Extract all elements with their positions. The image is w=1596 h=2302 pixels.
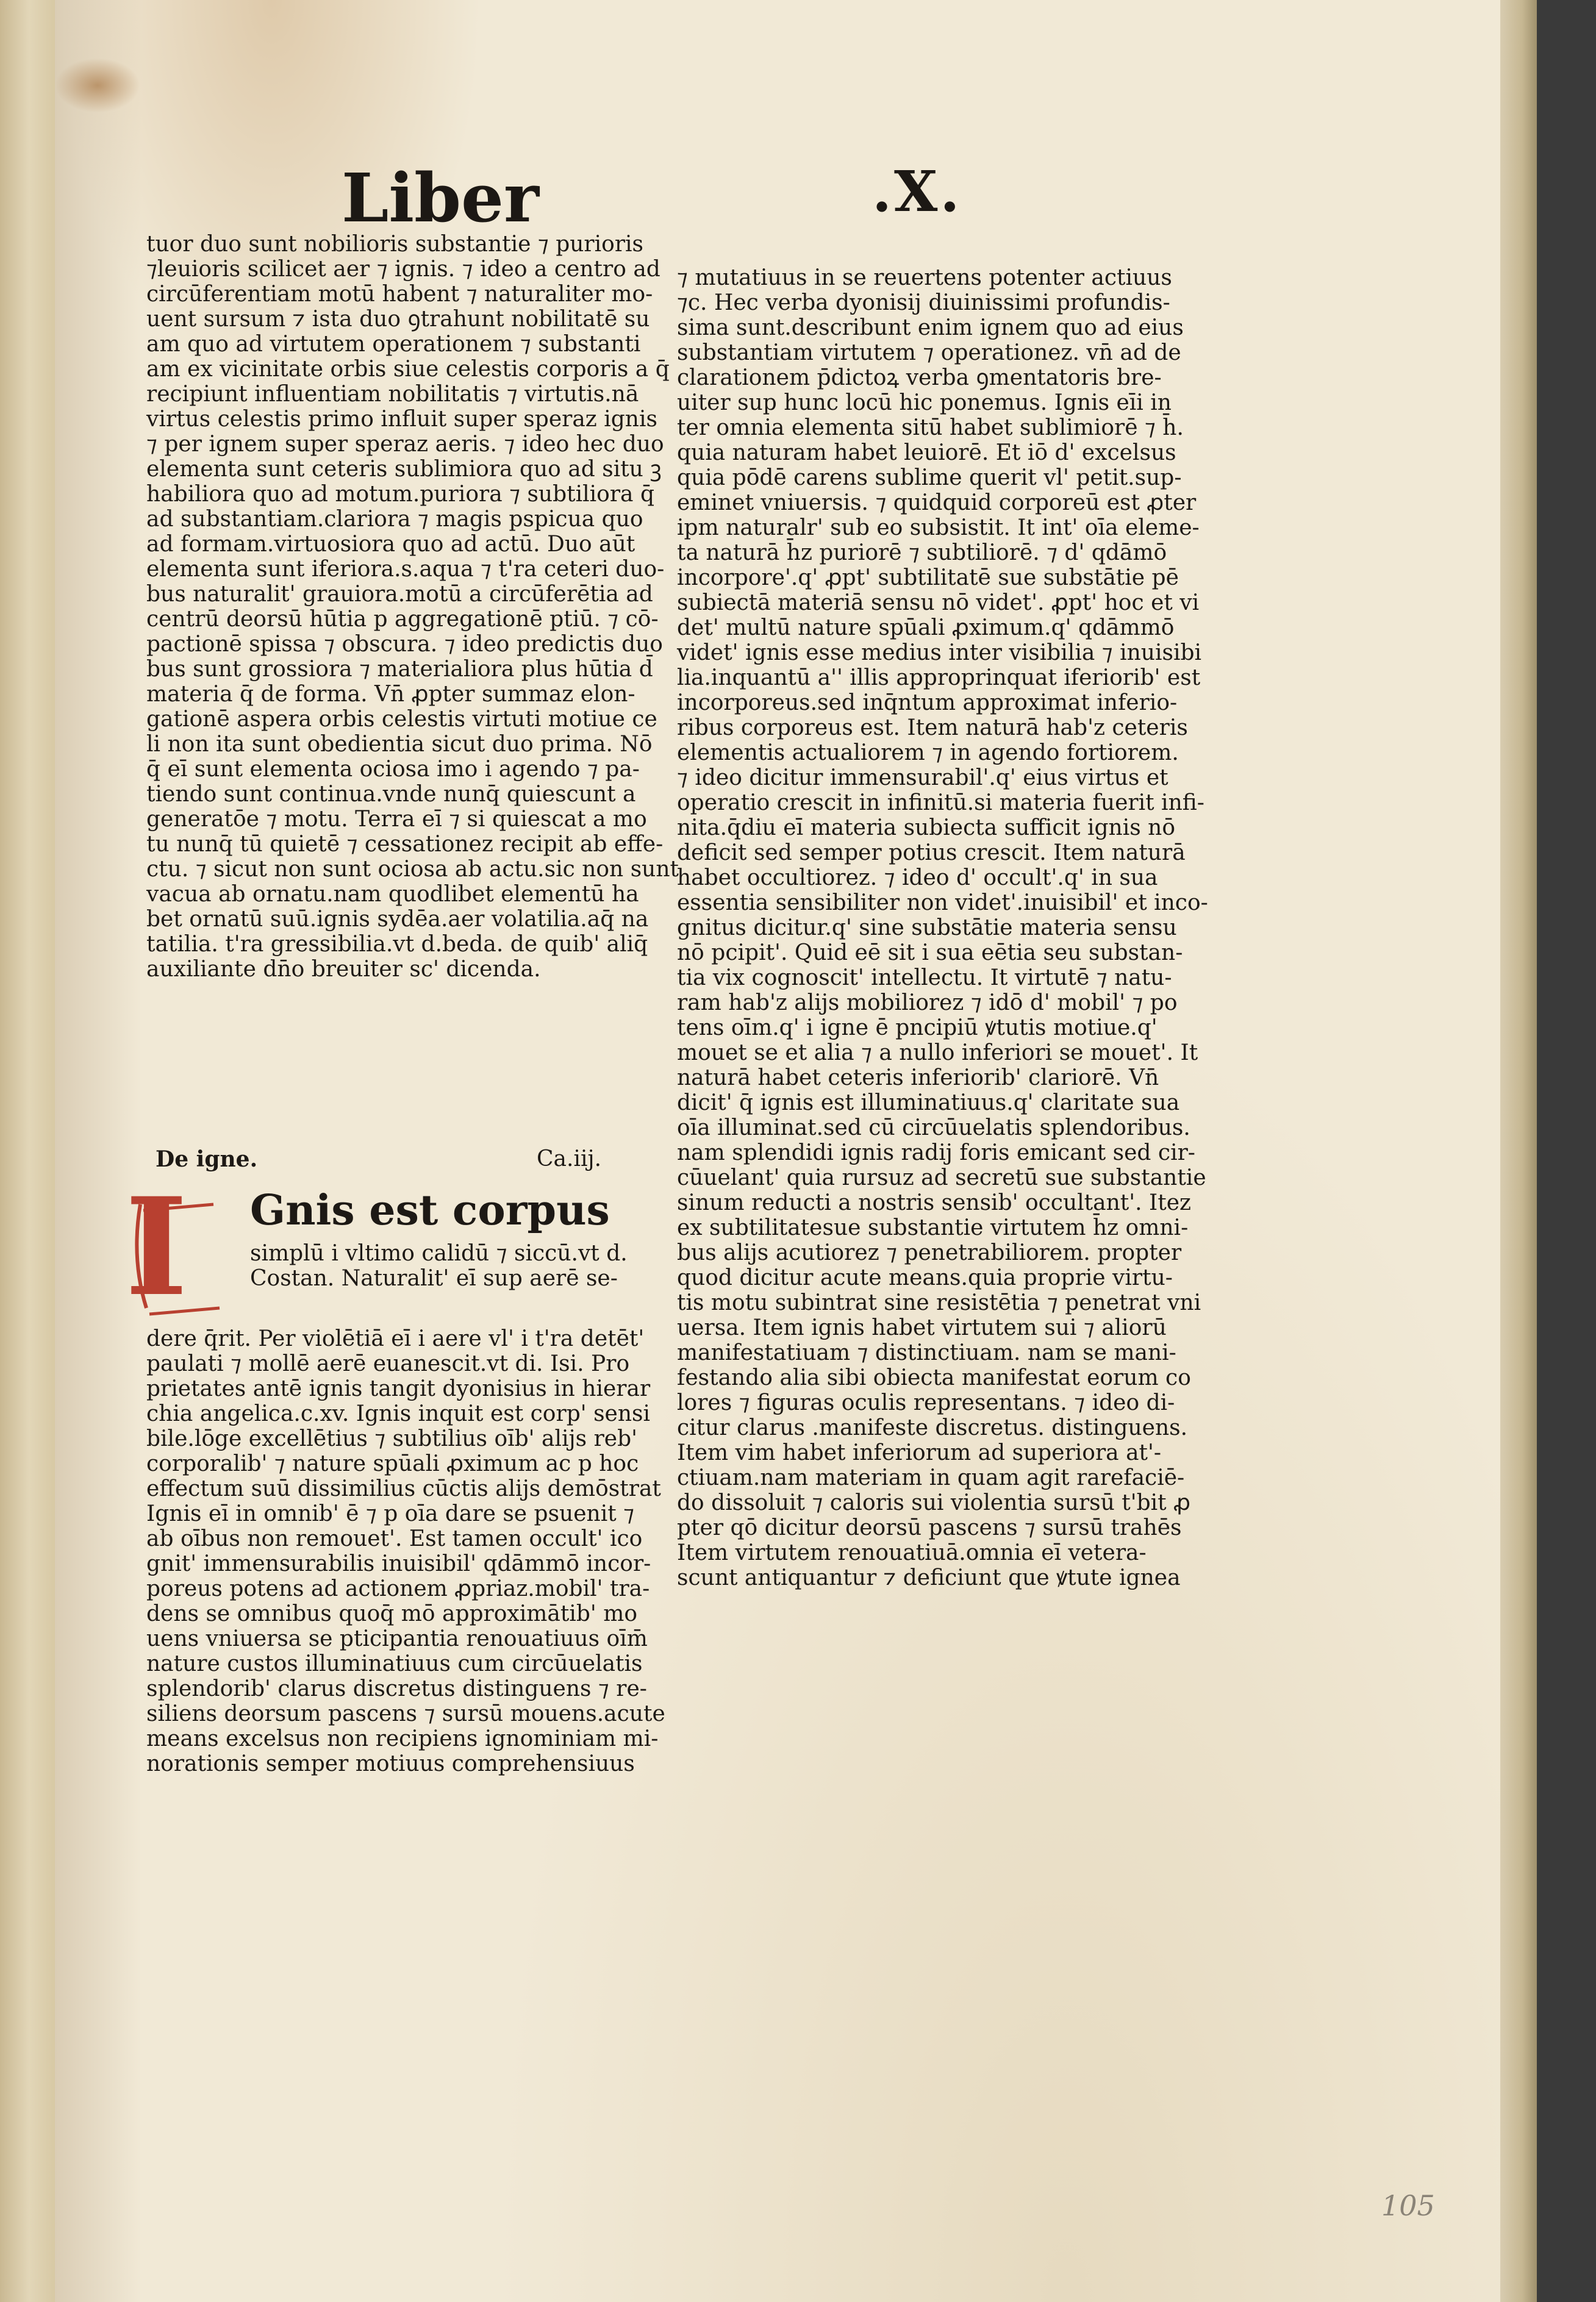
text-line: ribus corporeus est. Item naturā hab'z ceteris (677, 715, 1188, 740)
text-line: mouet se et alia ⁊ a nullo inferiori se mouet'. It (677, 1040, 1198, 1065)
text-line: oīa illuminat.sed cū circūuelatis splendoribus. (677, 1115, 1190, 1140)
text-line: ram hab'z alijs mobiliorez ⁊ idō d' mobil' ⁊ po (677, 990, 1178, 1015)
text-line: am ex vicinitate orbis siue celestis corporis a q̄ (146, 357, 670, 382)
text-line: Costan. Naturalit' eī sup aerē se- (250, 1266, 618, 1291)
text-line: recipiunt influentiam nobilitatis ⁊ virtutis.nā (146, 382, 639, 407)
previous-page-edge (0, 0, 58, 2302)
text-line: vacua ab ornatu.nam quodlibet elementū ha (146, 882, 639, 907)
text-line: ex subtilitatesue substantie virtutem h̄z omni- (677, 1215, 1189, 1240)
text-line: elementa sunt ceteris sublimiora quo ad situ ꝫ (146, 457, 662, 482)
decorated-initial: I (125, 1168, 188, 1326)
text-line: nature custos illuminatiuus cum circūuelatis (146, 1651, 643, 1676)
text-line: uent sursum ⁊ ista duo ꝯtrahunt nobilitatē su (146, 307, 650, 332)
text-line: nō pcipit'. Quid eē sit i sua eētia seu substan- (677, 940, 1183, 965)
text-line: dere q̄rit. Per violētiā eī i aere vl' i t'ra detēt' (146, 1326, 645, 1351)
text-line: bus sunt grossiora ⁊ materialiora plus hūtia d̄ (146, 657, 653, 682)
text-line: Item vim habet inferiorum ad superiora at'- (677, 1440, 1162, 1465)
text-line: lia.inquantū a'' illis approprinquat iferiorib' est (677, 665, 1201, 690)
text-line: dens se omnibus quoq̄ mō approximātib' mo (146, 1601, 638, 1626)
text-line: nita.q̄diu eī materia subiecta sufficit ignis nō (677, 815, 1175, 840)
text-line: gnitus dicitur.q' sine substātie materia sensu (677, 915, 1177, 940)
text-line: ⁊c. Hec verba dyonisij diuinissimi profundis- (677, 290, 1170, 315)
text-line: ta naturā h̄z puriorē ⁊ subtiliorē. ⁊ d' qdāmō (677, 540, 1167, 565)
text-line: tu nunq̄ tū quietē ⁊ cessationez recipit ab effe- (146, 832, 664, 857)
text-line: ctiuam.nam materiam in quam agit rarefaciē- (677, 1465, 1185, 1490)
text-line: centrū deorsū hūtia p aggregationē ptiū. ⁊ cō- (146, 607, 659, 632)
text-line: habet occultiorez. ⁊ ideo d' occult'.q' in sua (677, 865, 1158, 890)
text-line: uiter sup hunc locū hic ponemus. Ignis eīi in (677, 390, 1172, 415)
text-line: pter qō dicitur deorsū pascens ⁊ sursū trahēs (677, 1515, 1182, 1540)
text-line: cūuelant' quia rursuz ad secretū sue substantie (677, 1165, 1206, 1190)
text-line: tens oīm.q' i igne ē pncipiū ꝟtutis motiue.q' (677, 1015, 1158, 1040)
text-line: circūferentiam motū habent ⁊ naturaliter mo- (146, 282, 653, 307)
text-line: nam splendidi ignis radij foris emicant sed cir- (677, 1140, 1195, 1165)
left-column-continued (146, 1326, 665, 1776)
text-line: ⁊leuioris scilicet aer ⁊ ignis. ⁊ ideo a centro ad (146, 257, 660, 282)
text-line: incorporeus.sed inq̄ntum approximat inferio- (677, 690, 1178, 715)
text-line: videt' ignis esse medius inter visibilia ⁊ inuisibi (677, 640, 1202, 665)
text-line: ipm naturalr' sub eo subsistit. It int' oīa eleme- (677, 515, 1200, 540)
text-line: incorpore'.q' ꝓpt' subtilitatē sue substātie pē (677, 565, 1179, 590)
text-line: generatōe ⁊ motu. Terra eī ⁊ si quiescat a mo (146, 807, 647, 832)
text-line: substantiam virtutem ⁊ operationez. vn̄ ad de (677, 340, 1181, 365)
text-line: essentia sensibiliter non videt'.inuisibil' et inco- (677, 890, 1208, 915)
text-line: effectum suū dissimilius cūctis alijs demōstrat (146, 1476, 661, 1501)
text-line: clarationem p̄dictoꝝ verba ꝯmentatoris bre- (677, 365, 1162, 390)
text-line: tiendo sunt continua.vnde nunq̄ quiescunt a (146, 782, 636, 807)
chapter-title: De igne. (156, 1146, 258, 1172)
text-line: auxiliante dn̄o breuiter sc' dicenda. (146, 957, 541, 982)
text-line: simplū i vltimo calidū ⁊ siccū.vt d. (250, 1241, 628, 1266)
running-head-left: Liber (342, 159, 539, 237)
text-line: uens vniuersa se pticipantia renouatiuus oīm̄ (146, 1626, 648, 1651)
text-line: prietates antē ignis tangit dyonisius in hierar (146, 1376, 651, 1401)
text-line: ⁊ ideo dicitur immensurabil'.q' eius virtus et (677, 765, 1168, 790)
text-line: naturā habet ceteris inferiorib' clariorē. Vn̄ (677, 1065, 1159, 1090)
text-line: lores ⁊ figuras oculis representans. ⁊ ideo di- (677, 1390, 1175, 1415)
text-line: elementis actualiorem ⁊ in agendo fortiorem. (677, 740, 1179, 765)
text-line: corporalib' ⁊ nature spūali ꝓximum ac p hoc (146, 1451, 639, 1476)
text-line: bet ornatū suū.ignis sydēa.aer volatilia.aq̄ na (146, 907, 649, 932)
text-line: ctu. ⁊ sicut non sunt ociosa ab actu.sic non sunt (146, 857, 679, 882)
text-line: dicit' q̄ ignis est illuminatiuus.q' claritate sua (677, 1090, 1180, 1115)
text-line: quia naturam habet leuiorē. Et iō d' excelsus (677, 440, 1176, 465)
text-line: ad formam.virtuosiora quo ad actū. Duo aūt (146, 532, 635, 557)
running-head-right: .X. (872, 159, 962, 224)
text-line: uersa. Item ignis habet virtutem sui ⁊ aliorū (677, 1315, 1167, 1340)
folio-number: 105 (1381, 2189, 1435, 2222)
text-line: subiectā materiā sensu nō videt'. ꝓpt' hoc et vi (677, 590, 1200, 615)
text-line: gationē aspera orbis celestis virtuti motiue ce (146, 707, 657, 732)
text-line: ⁊ per ignem super speraz aeris. ⁊ ideo hec duo (146, 432, 664, 457)
text-line: bile.lōge excellētius ⁊ subtilius oīb' alijs reb' (146, 1426, 638, 1451)
text-line: habiliora quo ad motum.puriora ⁊ subtiliora q̄ (146, 482, 654, 507)
text-line: eminet vniuersis. ⁊ quidquid corporeū est ꝓter (677, 490, 1197, 515)
text-line: sinum reducti a nostris sensib' occultant'. Itez (677, 1190, 1191, 1215)
text-line: means excelsus non recipiens ignominiam mi- (146, 1726, 659, 1751)
text-line: am quo ad virtutem operationem ⁊ substanti (146, 332, 641, 357)
text-line: ad substantiam.clariora ⁊ magis pspicua quo (146, 507, 643, 532)
text-line: festando alia sibi obiecta manifestat eorum co (677, 1365, 1191, 1390)
text-line: chia angelica.c.xv. Ignis inquit est corp' sensi (146, 1401, 651, 1426)
incipit-heading: Gnis est corpus (250, 1186, 610, 1235)
text-line: Ignis eī in omnib' ē ⁊ p oīa dare se psuenit ⁊ (146, 1501, 635, 1526)
text-line: det' multū nature spūali ꝓximum.q' qdāmmō (677, 615, 1175, 640)
text-line: bus alijs acutiorez ⁊ penetrabiliorem. propter (677, 1240, 1182, 1265)
text-line: operatio crescit in infinitū.si materia fuerit infi- (677, 790, 1204, 815)
text-line: tis motu subintrat sine resistētia ⁊ penetrat vni (677, 1290, 1201, 1315)
text-line: quia pōdē carens sublime querit vl' petit.sup- (677, 465, 1182, 490)
text-line: tuor duo sunt nobilioris substantie ⁊ purioris (146, 232, 644, 257)
text-line: Item virtutem renouatiuā.omnia eī vetera- (677, 1540, 1147, 1565)
text-line: siliens deorsum pascens ⁊ sursū mouens.acute (146, 1701, 665, 1726)
text-line: q̄ eī sunt elementa ociosa imo i agendo ⁊ pa- (146, 757, 640, 782)
text-line: manifestatiuam ⁊ distinctiuam. nam se mani- (677, 1340, 1176, 1365)
left-column (146, 232, 679, 982)
text-line: citur clarus .manifeste discretus. distinguens. (677, 1415, 1188, 1440)
chapter-number: Ca.iij. (537, 1146, 602, 1171)
text-line: do dissoluit ⁊ caloris sui violentia sursū t'bit ꝓ (677, 1490, 1190, 1515)
text-line: materia q̄ de forma. Vn̄ ꝓpter summaz elon- (146, 682, 635, 707)
text-line: ⁊ mutatiuus in se reuertens potenter actiuus (677, 265, 1172, 290)
text-line: paulati ⁊ mollē aerē euanescit.vt di. Isi. Pro (146, 1351, 630, 1376)
paper-stain (55, 58, 140, 113)
text-line: ter omnia elementa sitū habet sublimiorē ⁊ h̄. (677, 415, 1184, 440)
text-line: pactionē spissa ⁊ obscura. ⁊ ideo predictis duo (146, 632, 663, 657)
text-line: tatilia. t'ra gressibilia.vt d.beda. de quib' aliq̄ (146, 932, 648, 957)
text-line: li non ita sunt obedientia sicut duo prima. Nō (146, 732, 653, 757)
text-line: poreus potens ad actionem ꝓpriaz.mobil' tra- (146, 1576, 650, 1601)
page-edge-right (1500, 0, 1537, 2302)
text-line: elementa sunt iferiora.s.aqua ⁊ t'ra ceteri duo- (146, 557, 665, 582)
text-line: norationis semper motiuus comprehensiuus (146, 1751, 635, 1776)
text-line: quod dicitur acute means.quia proprie virtu- (677, 1265, 1173, 1290)
text-line: ab oībus non remouet'. Est tamen occult' ico (146, 1526, 643, 1551)
text-line: virtus celestis primo influit super speraz ignis (146, 407, 657, 432)
text-line: tia vix cognoscit' intellectu. It virtutē ⁊ natu- (677, 965, 1172, 990)
chapter-heading (156, 1146, 643, 1172)
text-line: sima sunt.describunt enim ignem quo ad eius (677, 315, 1184, 340)
text-line: splendorib' clarus discretus distinguens ⁊ re- (146, 1676, 647, 1701)
right-column (677, 265, 1208, 1590)
incipit-lines (250, 1241, 640, 1291)
text-line: scunt antiquantur ⁊ deficiunt que ꝟtute ignea (677, 1565, 1181, 1590)
text-line: deficit sed semper potius crescit. Item naturā (677, 840, 1186, 865)
text-line: bus naturalit' grauiora.motū a circūferētia ad (146, 582, 653, 607)
text-line: gnit' immensurabilis inuisibil' qdāmmō incor- (146, 1551, 651, 1576)
